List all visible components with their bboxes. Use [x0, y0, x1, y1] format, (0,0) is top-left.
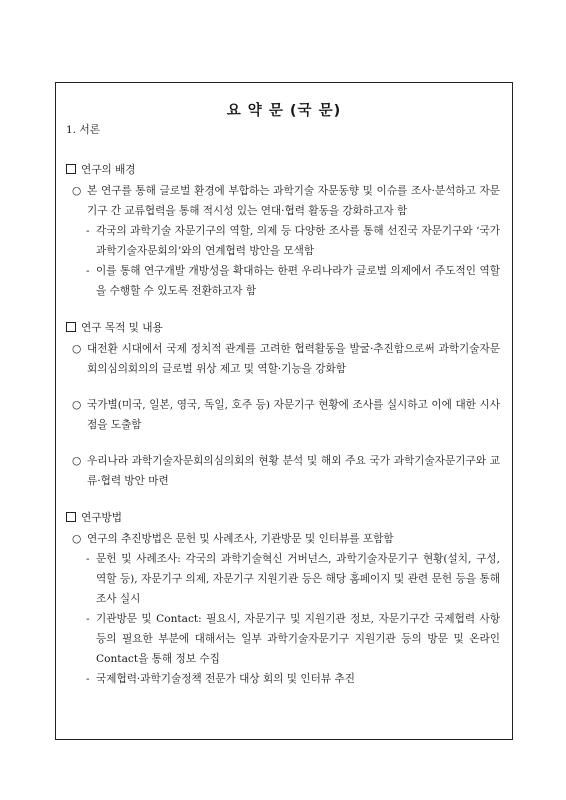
- bullet-item: [66, 181, 500, 221]
- summary-content: [66, 123, 500, 709]
- dash-bullet-icon: -: [86, 613, 90, 625]
- section-1: [66, 163, 500, 301]
- bullet-text: 연구의 추진방법은 문헌 및 사례조사, 기관방문 및 인터뷰를 포함함: [87, 533, 394, 545]
- circle-bullet-icon: ○: [72, 343, 82, 355]
- section-2: [66, 321, 500, 491]
- checkbox-square-icon: [66, 322, 76, 332]
- section-heading-text: 연구 목적 및 내용: [81, 322, 163, 334]
- sub-bullet-item: [66, 549, 500, 609]
- sub-bullet-item: [66, 609, 500, 669]
- checkbox-square-icon: [66, 164, 76, 174]
- bullet-item: [66, 529, 500, 549]
- bullet-item: [66, 395, 500, 435]
- dash-bullet-icon: -: [86, 225, 90, 237]
- section-heading-text: 연구의 배경: [81, 164, 136, 176]
- bullet-text: 국가별(미국, 일본, 영국, 독일, 호주 등) 자문기구 현황에 조사를 실시하고 이에 대한 시사점을 도출함: [87, 399, 500, 431]
- spacer: [66, 435, 500, 451]
- checkbox-square-icon: [66, 512, 76, 522]
- circle-bullet-icon: ○: [72, 455, 82, 467]
- dash-bullet-icon: -: [86, 673, 90, 685]
- circle-bullet-icon: ○: [72, 399, 82, 411]
- sub-bullet-item: [66, 261, 500, 301]
- bullet-text: 국제협력·과학기술정책 전문가 대상 회의 및 인터뷰 추진: [96, 673, 355, 685]
- section-heading-text: 연구방법: [81, 512, 122, 524]
- dash-bullet-icon: -: [86, 265, 90, 277]
- circle-bullet-icon: ○: [72, 185, 82, 197]
- bullet-item: [66, 451, 500, 491]
- summary-box: [55, 82, 513, 740]
- section-3: [66, 511, 500, 689]
- bullet-text: 본 연구를 통해 글로벌 환경에 부합하는 과학기술 자문동향 및 이슈를 조사·분석하고 자문기구 간 교류협력을 통해 적시성 있는 연대·협력 활동을 강화하고자 함: [87, 185, 500, 217]
- bullet-text: 우리나라 과학기술자문회의심의회의 현황 분석 및 해외 주요 국가 과학기술자문기구와 교류·협력 방안 마련: [87, 455, 500, 487]
- section-heading: [66, 163, 500, 177]
- circle-bullet-icon: ○: [72, 533, 82, 545]
- sub-bullet-item: [66, 221, 500, 261]
- bullet-text: 이를 통해 연구개발 개방성을 확대하는 한편 우리나라가 글로벌 의제에서 주도적인 역할을 수행할 수 있도록 전환하고자 함: [96, 265, 500, 297]
- chapter-heading: 1. 서론: [66, 124, 100, 136]
- bullet-item: [66, 339, 500, 379]
- bullet-text: 대전환 시대에서 국제 정치적 관계를 고려한 협력활동을 발굴·추진함으로써 과학기술자문회의심의회의의 글로벌 위상 제고 및 역할·기능을 강화함: [87, 343, 500, 375]
- section-heading: [66, 321, 500, 335]
- section-heading: [66, 511, 500, 525]
- bullet-text: 기관방문 및 Contact: 필요시, 자문기구 및 지원기관 정보, 자문기구간 국제협력 사항 등의 필요한 부분에 대해서는 일부 과학기술자문기구 지원기관 등의 방문 및 온라인 Contact을 통해 정보 수집: [96, 613, 500, 665]
- dash-bullet-icon: -: [86, 553, 90, 565]
- sub-bullet-item: [66, 669, 500, 689]
- page-title: 요 약 문 (국 문): [226, 103, 342, 119]
- bullet-text: 문헌 및 사례조사: 각국의 과학기술혁신 거버넌스, 과학기술자문기구 현황(설치, 구성, 역할 등), 자문기구 의제, 자문기구 지원기관 등은 해당 홈페이지 및 관련 문헌 등을 통해 조사 실시: [96, 553, 500, 605]
- bullet-text: 각국의 과학기술 자문기구의 역할, 의제 등 다양한 조사를 통해 선진국 자문기구와 ‘국가과학기술자문회의’와의 연계협력 방안을 모색함: [96, 225, 500, 257]
- spacer: [66, 379, 500, 395]
